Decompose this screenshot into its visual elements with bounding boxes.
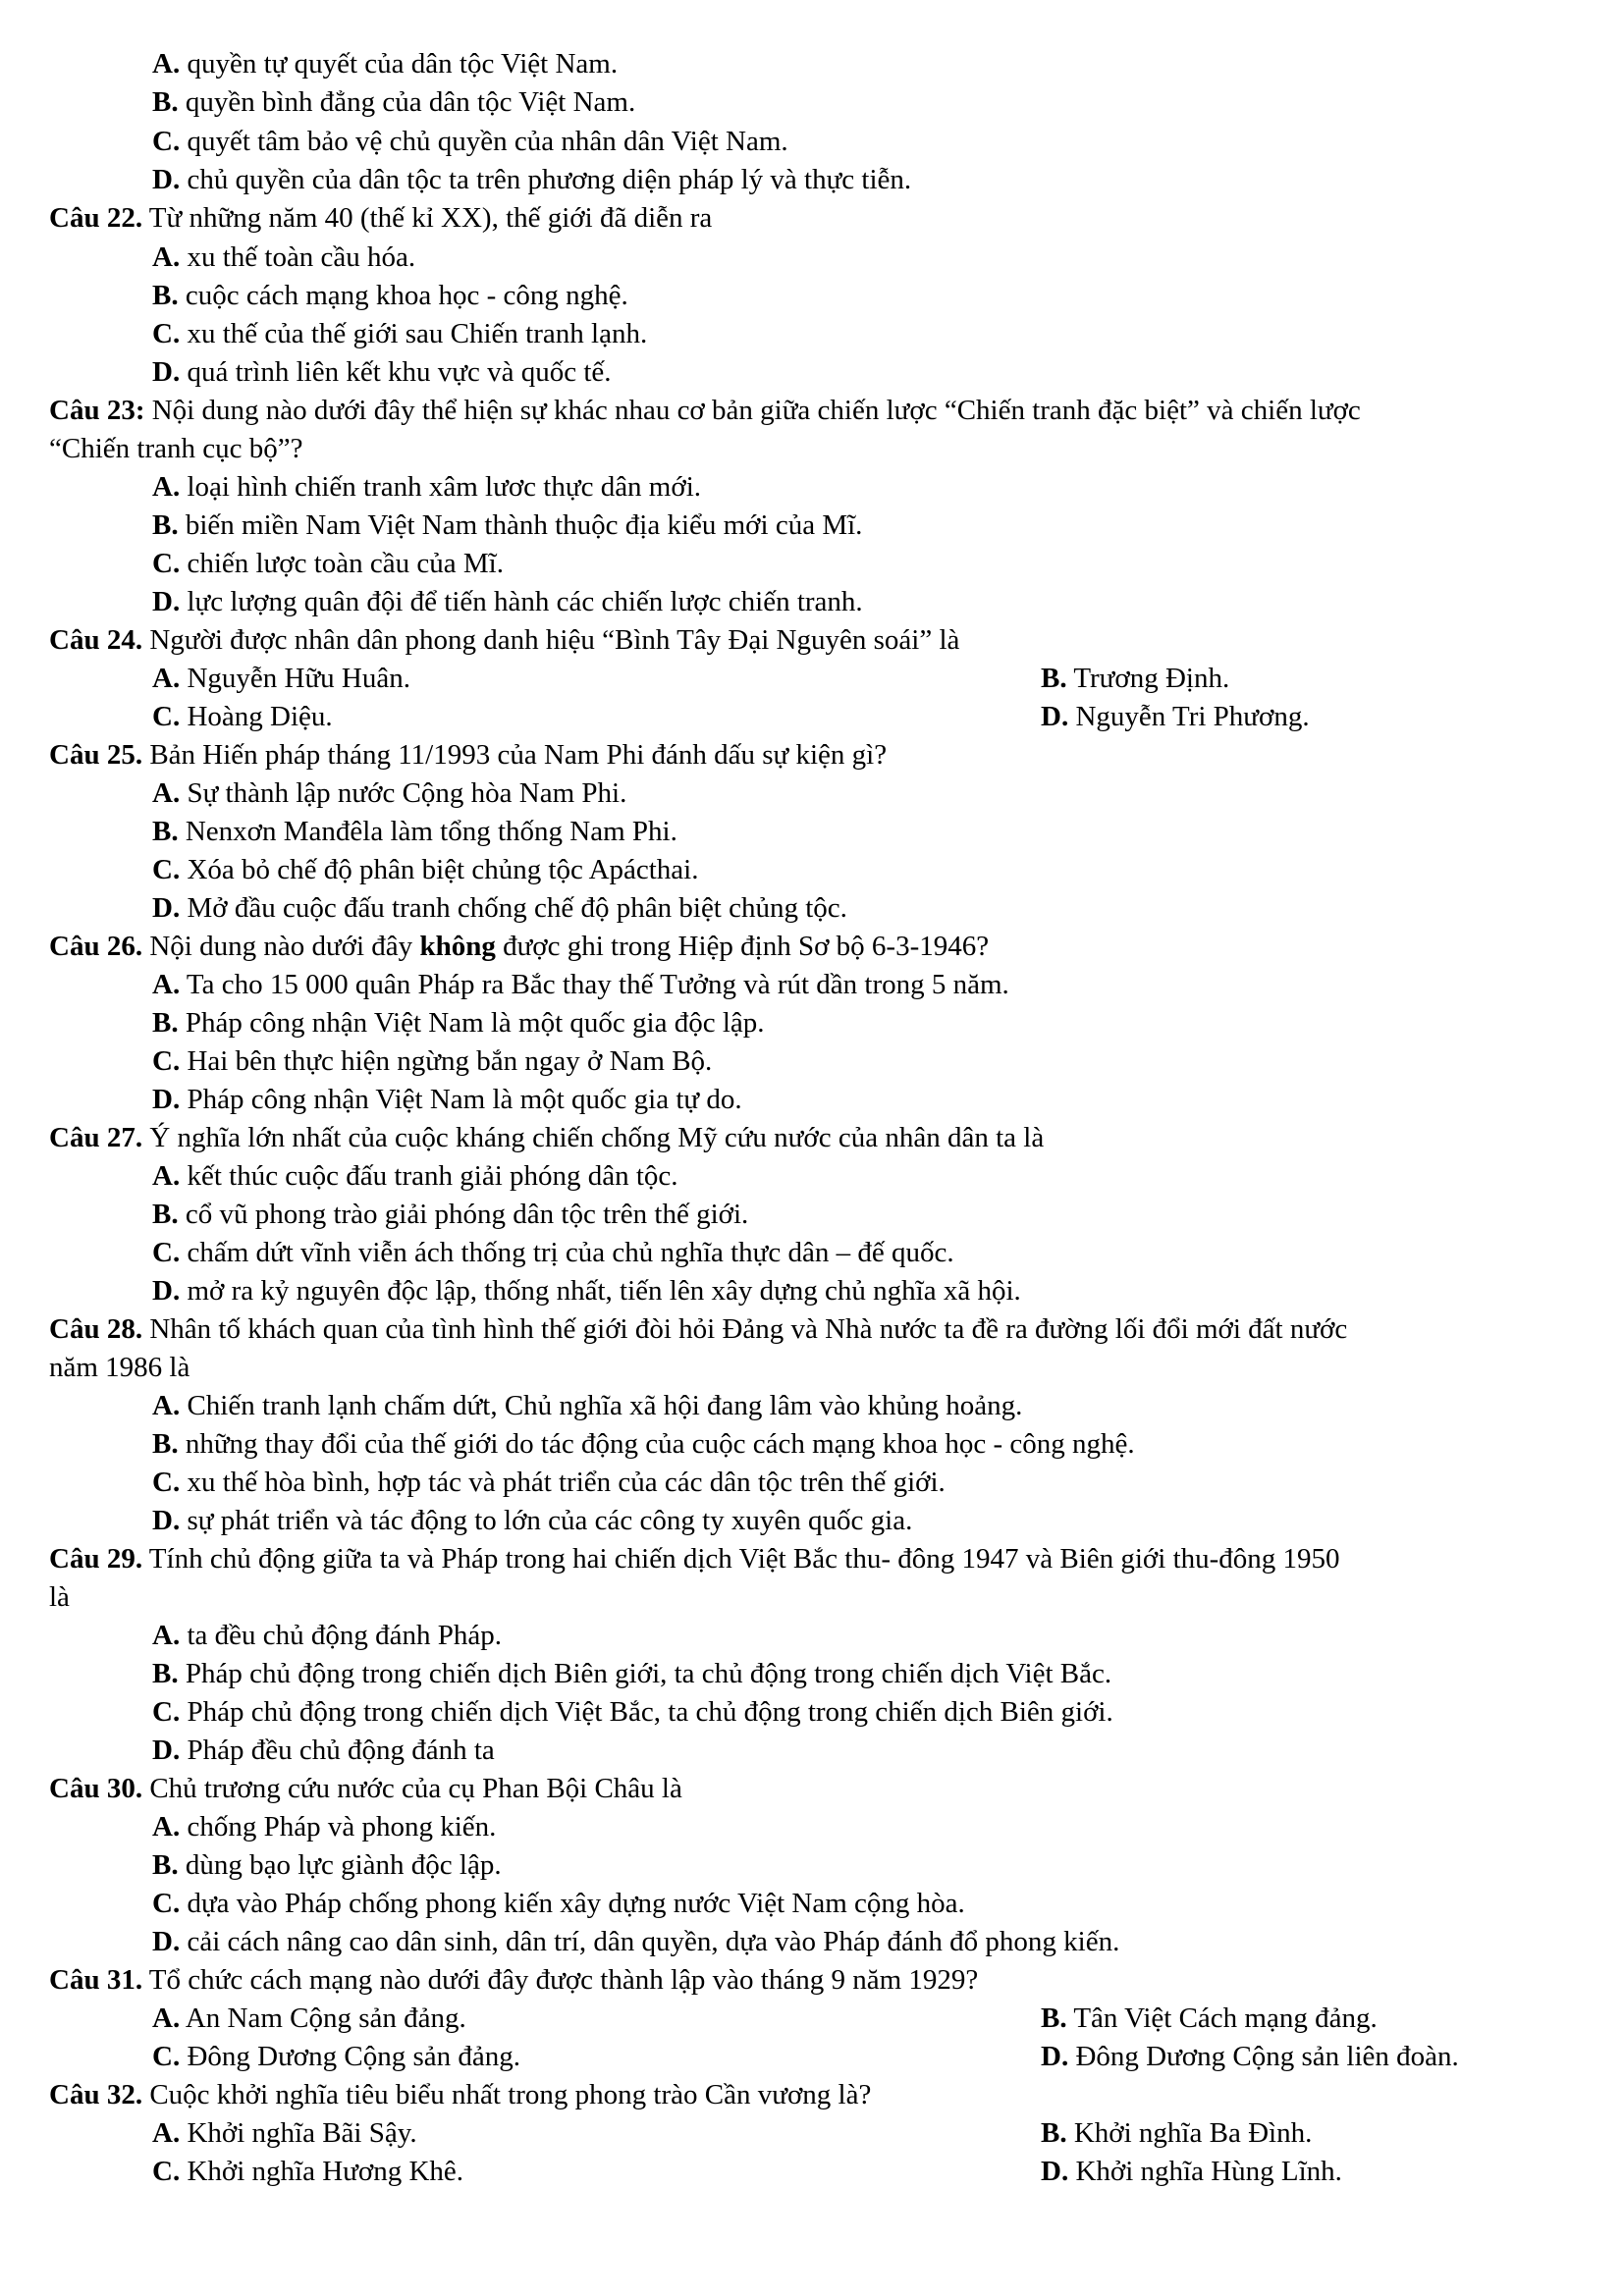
- q23-stem: Câu 23: Nội dung nào dưới đây thể hiện sự khác nhau cơ bản giữa chiến lược “Chiến tranh đặc biệt” và chiến lược: [49, 395, 1361, 426]
- q27-option-d: D. mở ra kỷ nguyên độc lập, thống nhất, tiến lên xây dựng chủ nghĩa xã hội.: [152, 1275, 1021, 1307]
- q31-option-d: D. Đông Dương Cộng sản liên đoàn.: [1041, 2041, 1459, 2072]
- q28-stem-continued: năm 1986 là: [49, 1352, 190, 1383]
- q24-option-d: D. Nguyễn Tri Phương.: [1041, 701, 1310, 732]
- q22-option-d: D. quá trình liên kết khu vực và quốc tế.: [152, 356, 612, 388]
- q26-stem: Câu 26. Nội dung nào dưới đây không được ghi trong Hiệp định Sơ bộ 6-3-1946?: [49, 931, 990, 962]
- q24-stem: Câu 24. Người được nhân dân phong danh hiệu “Bình Tây Đại Nguyên soái” là: [49, 624, 960, 656]
- q30-stem: Câu 30. Chủ trương cứu nước của cụ Phan Bội Châu là: [49, 1773, 682, 1804]
- q32-option-c: C. Khởi nghĩa Hương Khê.: [152, 2156, 464, 2187]
- q25-option-c: C. Xóa bỏ chế độ phân biệt chủng tộc Apácthai.: [152, 854, 699, 885]
- q26-option-b: B. Pháp công nhận Việt Nam là một quốc gia độc lập.: [152, 1007, 765, 1039]
- q27-option-a: A. kết thúc cuộc đấu tranh giải phóng dân tộc.: [152, 1160, 678, 1192]
- q29-stem: Câu 29. Tính chủ động giữa ta và Pháp trong hai chiến dịch Việt Bắc thu- đông 1947 và Biên giới thu-đông 1950: [49, 1543, 1340, 1575]
- q29-option-b: B. Pháp chủ động trong chiến dịch Biên giới, ta chủ động trong chiến dịch Việt Bắc.: [152, 1658, 1112, 1689]
- q23-option-c: C. chiến lược toàn cầu của Mĩ.: [152, 548, 504, 579]
- q30-option-c: C. dựa vào Pháp chống phong kiến xây dựng nước Việt Nam cộng hòa.: [152, 1888, 965, 1919]
- q24-option-b: B. Trương Định.: [1041, 663, 1230, 694]
- q23-option-b: B. biến miền Nam Việt Nam thành thuộc địa kiểu mới của Mĩ.: [152, 509, 863, 541]
- q32-option-d: D. Khởi nghĩa Hùng Lĩnh.: [1041, 2156, 1342, 2187]
- q21-option-d: D. chủ quyền của dân tộc ta trên phương diện pháp lý và thực tiễn.: [152, 164, 912, 195]
- q25-option-d: D. Mở đầu cuộc đấu tranh chống chế độ phân biệt chủng tộc.: [152, 892, 847, 924]
- q30-option-a: A. chống Pháp và phong kiến.: [152, 1811, 497, 1842]
- q29-option-d: D. Pháp đều chủ động đánh ta: [152, 1735, 495, 1766]
- q30-option-b: B. dùng bạo lực giành độc lập.: [152, 1849, 502, 1881]
- q31-option-c: C. Đông Dương Cộng sản đảng.: [152, 2041, 521, 2072]
- q26-option-c: C. Hai bên thực hiện ngừng bắn ngay ở Nam Bộ.: [152, 1045, 713, 1077]
- q21-option-a: A. quyền tự quyết của dân tộc Việt Nam.: [152, 48, 619, 80]
- q23-option-d: D. lực lượng quân đội để tiến hành các chiến lược chiến tranh.: [152, 586, 863, 617]
- q22-option-b: B. cuộc cách mạng khoa học - công nghệ.: [152, 280, 628, 311]
- q22-option-a: A. xu thế toàn cầu hóa.: [152, 241, 416, 273]
- q23-option-a: A. loại hình chiến tranh xâm lươc thực dân mới.: [152, 471, 702, 503]
- q21-option-b: B. quyền bình đẳng của dân tộc Việt Nam.: [152, 86, 636, 118]
- q28-option-a: A. Chiến tranh lạnh chấm dứt, Chủ nghĩa xã hội đang lâm vào khủng hoảng.: [152, 1390, 1023, 1421]
- q32-stem: Câu 32. Cuộc khởi nghĩa tiêu biểu nhất trong phong trào Cần vương là?: [49, 2079, 872, 2110]
- q29-option-a: A. ta đều chủ động đánh Pháp.: [152, 1620, 502, 1651]
- q28-option-c: C. xu thế hòa bình, hợp tác và phát triển của các dân tộc trên thế giới.: [152, 1467, 946, 1498]
- q29-stem-continued: là: [49, 1581, 70, 1613]
- q26-option-d: D. Pháp công nhận Việt Nam là một quốc gia tự do.: [152, 1084, 742, 1115]
- q30-option-d: D. cải cách nâng cao dân sinh, dân trí, dân quyền, dựa vào Pháp đánh đổ phong kiến.: [152, 1926, 1120, 1957]
- q27-option-c: C. chấm dứt vĩnh viễn ách thống trị của chủ nghĩa thực dân – đế quốc.: [152, 1237, 954, 1268]
- q27-stem: Câu 27. Ý nghĩa lớn nhất của cuộc kháng chiến chống Mỹ cứu nước của nhân dân ta là: [49, 1122, 1045, 1153]
- q31-stem: Câu 31. Tổ chức cách mạng nào dưới đây được thành lập vào tháng 9 năm 1929?: [49, 1964, 979, 1996]
- q23-stem-continued: “Chiến tranh cục bộ”?: [49, 433, 303, 464]
- q27-option-b: B. cổ vũ phong trào giải phóng dân tộc trên thế giới.: [152, 1199, 749, 1230]
- q29-option-c: C. Pháp chủ động trong chiến dịch Việt Bắc, ta chủ động trong chiến dịch Biên giới.: [152, 1696, 1113, 1728]
- q25-option-b: B. Nenxơn Manđêla làm tổng thống Nam Phi.: [152, 816, 677, 847]
- q26-option-a: A. Ta cho 15 000 quân Pháp ra Bắc thay thế Tưởng và rút dần trong 5 năm.: [152, 969, 1009, 1000]
- q25-stem: Câu 25. Bản Hiến pháp tháng 11/1993 của Nam Phi đánh dấu sự kiện gì?: [49, 739, 888, 771]
- q28-option-b: B. những thay đổi của thế giới do tác động của cuộc cách mạng khoa học - công nghệ.: [152, 1428, 1135, 1460]
- q22-option-c: C. xu thế của thế giới sau Chiến tranh lạnh.: [152, 318, 648, 349]
- q28-stem: Câu 28. Nhân tố khách quan của tình hình thế giới đòi hỏi Đảng và Nhà nước ta đề ra đường lối đổi mới đất nước: [49, 1313, 1348, 1345]
- q25-option-a: A. Sự thành lập nước Cộng hòa Nam Phi.: [152, 777, 627, 809]
- q26-emphasis: không: [419, 931, 496, 962]
- q24-option-a: A. Nguyễn Hữu Huân.: [152, 663, 410, 694]
- q31-option-a: A. An Nam Cộng sản đảng.: [152, 2002, 466, 2034]
- q21-option-c: C. quyết tâm bảo vệ chủ quyền của nhân dân Việt Nam.: [152, 126, 788, 157]
- q22-stem: Câu 22. Từ những năm 40 (thế kỉ XX), thế giới đã diễn ra: [49, 202, 713, 234]
- q24-option-c: C. Hoàng Diệu.: [152, 701, 333, 732]
- q28-option-d: D. sự phát triển và tác động to lớn của các công ty xuyên quốc gia.: [152, 1505, 913, 1536]
- q32-option-a: A. Khởi nghĩa Bãi Sậy.: [152, 2117, 417, 2149]
- q32-option-b: B. Khởi nghĩa Ba Đình.: [1041, 2117, 1313, 2149]
- q31-option-b: B. Tân Việt Cách mạng đảng.: [1041, 2002, 1378, 2034]
